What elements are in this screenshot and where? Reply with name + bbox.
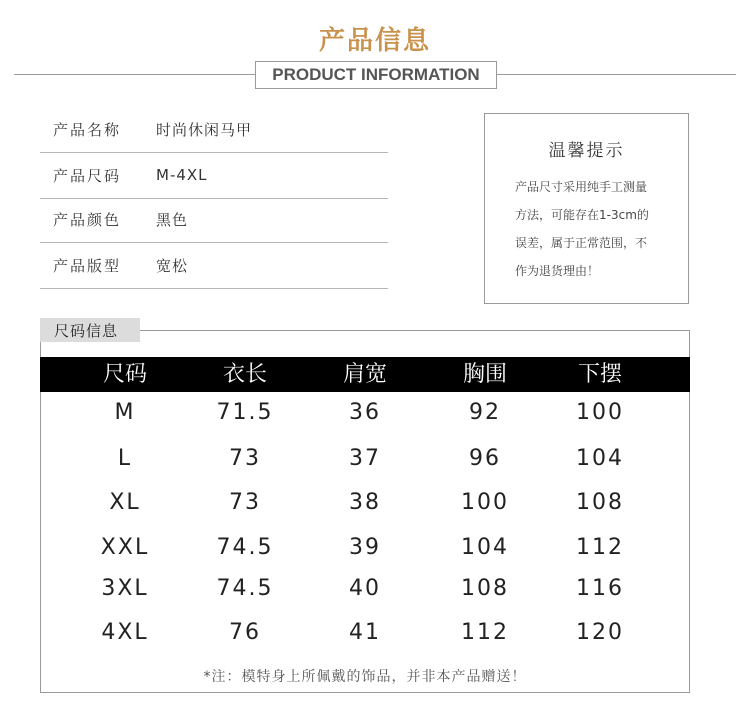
header-cell: 下摆 [577, 362, 622, 387]
tips-line: 作为退货理由！ [515, 264, 600, 278]
info-row-name [40, 106, 388, 153]
page-subtitle: PRODUCT INFORMATION [255, 61, 497, 89]
table-cell: 38 [349, 490, 381, 515]
table-cell: 4XL [101, 620, 149, 645]
table-cell: XXL [100, 535, 150, 560]
info-label: 产品尺码 [53, 166, 122, 185]
header-cell: 肩宽 [342, 362, 387, 387]
table-cell: 76 [229, 620, 261, 645]
table-cell: 74.5 [216, 535, 274, 560]
info-value: 宽松 [156, 256, 189, 275]
info-value: 时尚休闲马甲 [156, 120, 253, 139]
table-cell: 37 [349, 446, 381, 471]
table-cell: 104 [576, 446, 624, 471]
tips-line: 方法，可能存在1-3cm的 [515, 208, 649, 222]
table-cell: 36 [349, 400, 381, 425]
table-cell: 112 [576, 535, 624, 560]
table-cell: 108 [461, 576, 509, 601]
tips-title: 温馨提示 [548, 141, 625, 161]
table-cell: 120 [576, 620, 624, 645]
table-cell: XL [109, 490, 141, 515]
table-cell: 74.5 [216, 576, 274, 601]
info-label: 产品颜色 [53, 210, 122, 229]
tips-line: 产品尺寸采用纯手工测量 [515, 180, 648, 194]
table-cell: 108 [576, 490, 624, 515]
table-cell: L [117, 446, 133, 471]
section-divider [140, 330, 690, 331]
header-cell: 尺码 [102, 362, 147, 387]
footnote: *注：模特身上所佩戴的饰品，并非本产品赠送！ [203, 669, 527, 685]
size-table-header [40, 357, 690, 392]
page-title: 产品信息 [318, 26, 431, 56]
table-cell: 41 [349, 620, 381, 645]
table-cell: 96 [469, 446, 501, 471]
table-cell: 92 [469, 400, 501, 425]
table-cell: 73 [229, 446, 261, 471]
tips-box [484, 113, 689, 304]
info-label: 产品版型 [53, 256, 122, 275]
table-cell: 73 [229, 490, 261, 515]
table-cell: M [114, 400, 136, 425]
info-row-fit [40, 242, 388, 289]
table-cell: 100 [576, 400, 624, 425]
info-value: M-4XL [156, 166, 208, 184]
table-cell: 112 [461, 620, 509, 645]
header-cell: 衣长 [222, 362, 267, 387]
size-section-tab: 尺码信息 [40, 318, 140, 342]
table-cell: 71.5 [216, 400, 274, 425]
info-label: 产品名称 [53, 120, 122, 139]
table-cell: 39 [349, 535, 381, 560]
table-cell: 3XL [101, 576, 149, 601]
info-value: 黑色 [156, 210, 189, 229]
table-cell: 40 [349, 576, 381, 601]
info-row-size [40, 152, 388, 199]
table-cell: 116 [576, 576, 624, 601]
header-cell: 胸围 [462, 362, 507, 387]
info-row-color [40, 196, 388, 243]
table-cell: 100 [461, 490, 509, 515]
tips-line: 误差，属于正常范围，不 [515, 236, 648, 250]
table-cell: 104 [461, 535, 509, 560]
